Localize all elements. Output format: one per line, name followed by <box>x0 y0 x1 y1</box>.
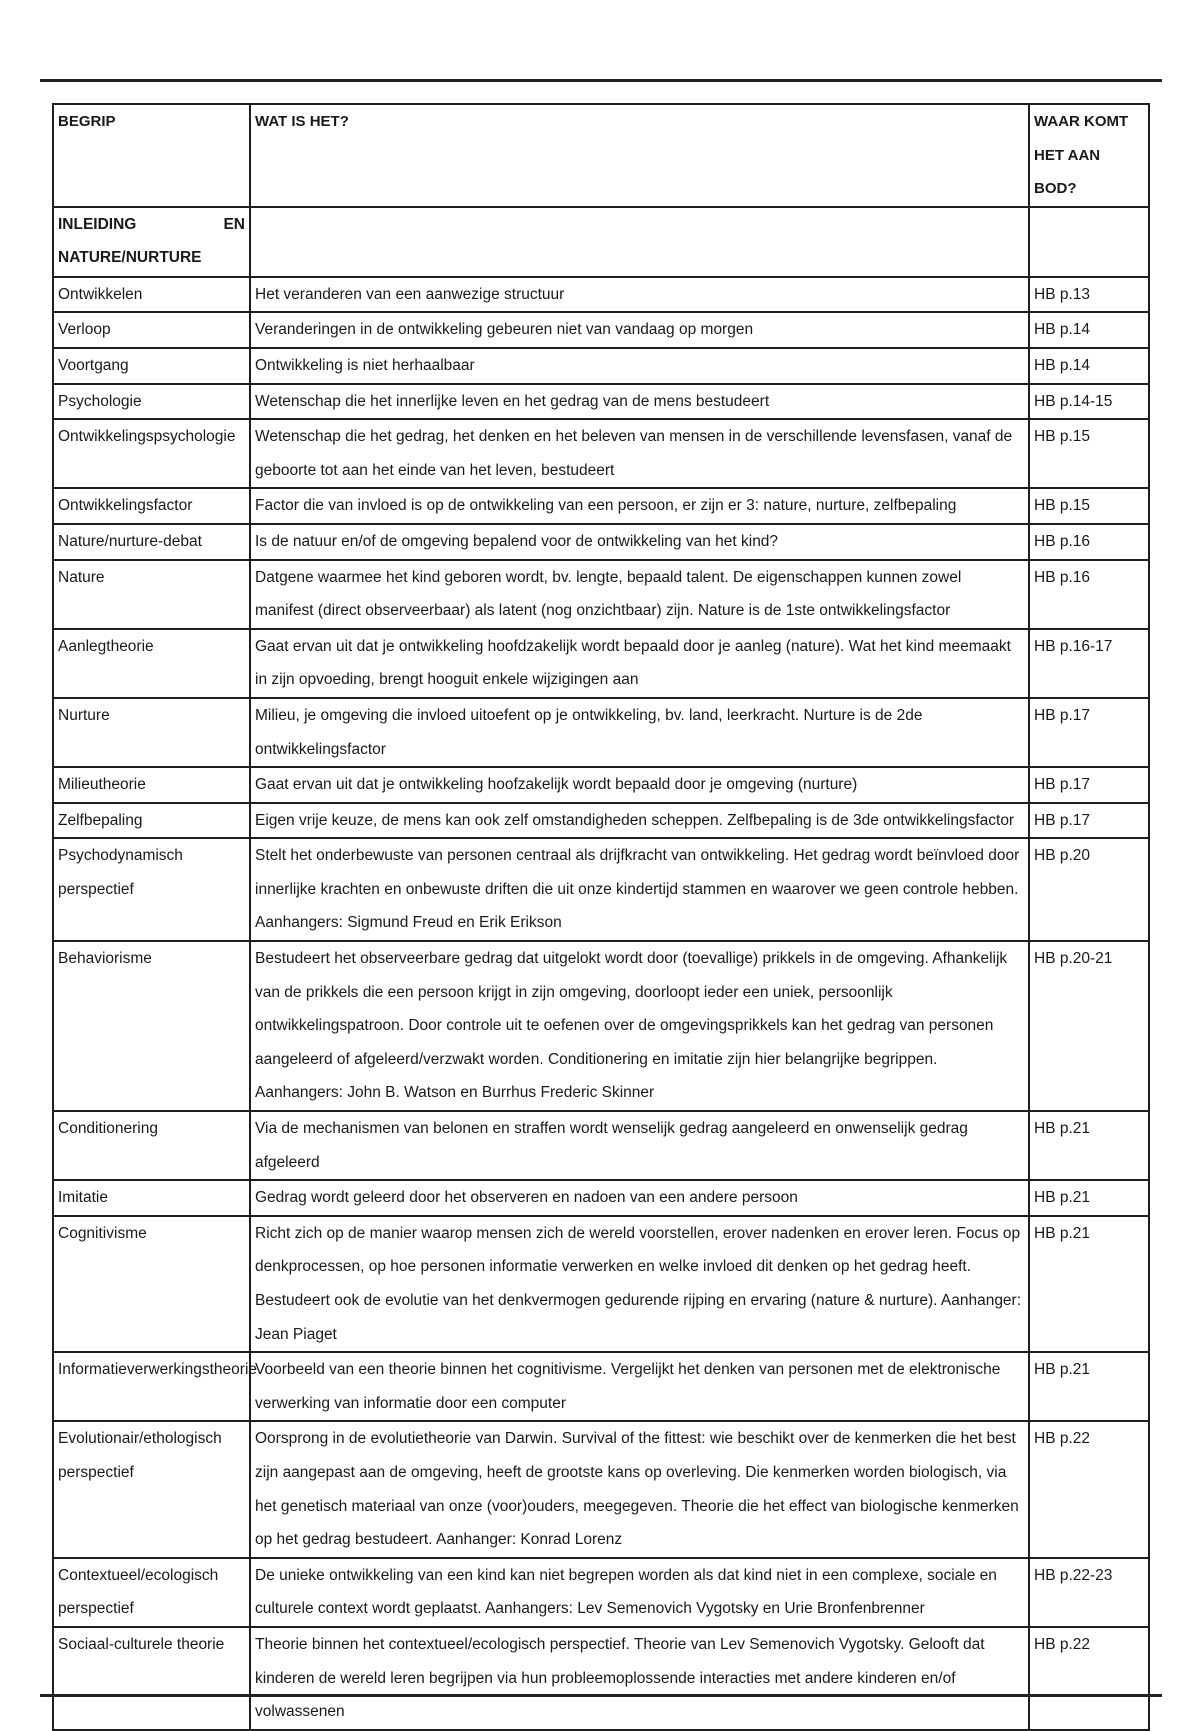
term-cell: Cognitivisme <box>53 1216 250 1352</box>
definition-cell: Oorsprong in de evolutietheorie van Darwin. Survival of the fittest: wie beschikt over de kenmerken die het best zijn aangepast aan de omgeving, heeft de grootste kans op overleving. Die kenmerken worden biologisch, via het genetisch materiaal van onze (voor)ouders, meegegeven. Theorie die het effect van biologische kenmerken op het gedrag bestudeert. Aanhanger: Konrad Lorenz <box>250 1421 1029 1557</box>
term-cell: Imitatie <box>53 1180 250 1216</box>
definition-cell: Veranderingen in de ontwikkeling gebeuren niet van vandaag op morgen <box>250 312 1029 348</box>
reference-cell: HB p.21 <box>1029 1180 1149 1216</box>
reference-cell: HB p.17 <box>1029 698 1149 767</box>
definition-cell: Milieu, je omgeving die invloed uitoefent op je ontwikkeling, bv. land, leerkracht. Nurture is de 2de ontwikkelingsfactor <box>250 698 1029 767</box>
reference-cell: HB p.16 <box>1029 560 1149 629</box>
definition-cell: Het veranderen van een aanwezige structuur <box>250 277 1029 313</box>
term-cell: Verloop <box>53 312 250 348</box>
header-definition: WAT IS HET? <box>250 104 1029 207</box>
definition-cell: Bestudeert het observeerbare gedrag dat uitgelokt wordt door (toevallige) prikkels in de omgeving. Afhankelijk van de prikkels die een persoon krijgt in zijn omgeving, doorloopt ieder een uniek, persoonlijk ontwikkelingspatroon. Door controle uit te oefenen over de omgevingsprikkels kan het gedrag van personen aangeleerd of afgeleerd/verzwakt worden. Conditionering en imitatie zijn hier belangrijke begrippen. Aanhangers: John B. Watson en Burrhus Frederic Skinner <box>250 941 1029 1111</box>
reference-cell: HB p.14 <box>1029 312 1149 348</box>
reference-cell: HB p.15 <box>1029 488 1149 524</box>
section-row <box>53 207 1149 277</box>
definition-cell: Via de mechanismen van belonen en straffen wordt wenselijk gedrag aangeleerd en onwenselijk gedrag afgeleerd <box>250 1111 1029 1180</box>
section-title <box>53 207 250 277</box>
section-empty-cell <box>250 207 1029 277</box>
header-term: BEGRIP <box>53 104 250 207</box>
table-row <box>53 1352 1149 1421</box>
reference-cell: HB p.22-23 <box>1029 1558 1149 1627</box>
table-row <box>53 312 1149 348</box>
definition-cell: Eigen vrije keuze, de mens kan ook zelf omstandigheden scheppen. Zelfbepaling is de 3de ontwikkelingsfactor <box>250 803 1029 839</box>
table-row <box>53 277 1149 313</box>
term-cell: Nurture <box>53 698 250 767</box>
definition-cell: Gedrag wordt geleerd door het observeren en nadoen van een andere persoon <box>250 1180 1029 1216</box>
definition-cell: Gaat ervan uit dat je ontwikkeling hoofdzakelijk wordt bepaald door je aanleg (nature). Wat het kind meemaakt in zijn opvoeding, brengt hooguit enkele wijzigingen aan <box>250 629 1029 698</box>
table-row <box>53 419 1149 488</box>
table-row <box>53 1558 1149 1627</box>
reference-cell: HB p.15 <box>1029 419 1149 488</box>
term-cell: Zelfbepaling <box>53 803 250 839</box>
reference-cell: HB p.14-15 <box>1029 384 1149 420</box>
reference-cell: HB p.13 <box>1029 277 1149 313</box>
reference-cell: HB p.17 <box>1029 803 1149 839</box>
term-cell: Informatieverwerkingstheorie <box>53 1352 250 1421</box>
definition-cell: Gaat ervan uit dat je ontwikkeling hoofzakelijk wordt bepaald door je omgeving (nurture) <box>250 767 1029 803</box>
definition-cell: De unieke ontwikkeling van een kind kan niet begrepen worden als dat kind niet in een complexe, sociale en culturele context wordt geplaatst. Aanhangers: Lev Semenovich Vygotsky en Urie Bronfenbrenner <box>250 1558 1029 1627</box>
reference-cell: HB p.21 <box>1029 1111 1149 1180</box>
reference-cell: HB p.16 <box>1029 524 1149 560</box>
reference-cell: HB p.16-17 <box>1029 629 1149 698</box>
section-title-part: NATURE/NURTURE <box>58 249 202 267</box>
table-row <box>53 560 1149 629</box>
table-row <box>53 838 1149 941</box>
table-row <box>53 698 1149 767</box>
term-cell: Aanlegtheorie <box>53 629 250 698</box>
definition-cell: Factor die van invloed is op de ontwikkeling van een persoon, er zijn er 3: nature, nurture, zelfbepaling <box>250 488 1029 524</box>
term-cell: Contextueel/ecologisch perspectief <box>53 1558 250 1627</box>
term-cell: Ontwikkelingspsychologie <box>53 419 250 488</box>
reference-cell: HB p.21 <box>1029 1216 1149 1352</box>
table-row <box>53 803 1149 839</box>
section-title-part: EN <box>223 215 245 233</box>
header-row <box>53 104 1149 207</box>
term-cell: Milieutheorie <box>53 767 250 803</box>
header-rule <box>40 79 1162 82</box>
term-cell: Sociaal-culturele theorie <box>53 1627 250 1730</box>
table-row <box>53 348 1149 384</box>
table-row <box>53 767 1149 803</box>
reference-cell: HB p.17 <box>1029 767 1149 803</box>
table-row <box>53 1627 1149 1730</box>
term-cell: Psychodynamisch perspectief <box>53 838 250 941</box>
table-row <box>53 1421 1149 1557</box>
table-row <box>53 384 1149 420</box>
term-cell: Psychologie <box>53 384 250 420</box>
definition-cell: Theorie binnen het contextueel/ecologisch perspectief. Theorie van Lev Semenovich Vygotsky. Gelooft dat kinderen de wereld leren begrijpen via hun probleemoplossende interacties met andere kinderen en/of volwassenen <box>250 1627 1029 1730</box>
table-row <box>53 1216 1149 1352</box>
table-row <box>53 629 1149 698</box>
definition-cell: Wetenschap die het innerlijke leven en het gedrag van de mens bestudeert <box>250 384 1029 420</box>
table-row <box>53 941 1149 1111</box>
table-row <box>53 488 1149 524</box>
term-cell: Nature <box>53 560 250 629</box>
reference-cell: HB p.14 <box>1029 348 1149 384</box>
definition-cell: Wetenschap die het gedrag, het denken en het beleven van mensen in de verschillende levensfasen, vanaf de geboorte tot aan het einde van het leven, bestudeert <box>250 419 1029 488</box>
term-cell: Voortgang <box>53 348 250 384</box>
glossary-table <box>52 103 1150 1731</box>
definition-cell: Is de natuur en/of de omgeving bepalend voor de ontwikkeling van het kind? <box>250 524 1029 560</box>
definition-cell: Ontwikkeling is niet herhaalbaar <box>250 348 1029 384</box>
term-cell: Behaviorisme <box>53 941 250 1111</box>
table-row <box>53 524 1149 560</box>
reference-cell: HB p.21 <box>1029 1352 1149 1421</box>
term-cell: Conditionering <box>53 1111 250 1180</box>
definition-cell: Datgene waarmee het kind geboren wordt, bv. lengte, bepaald talent. De eigenschappen kunnen zowel manifest (direct observeerbaar) als latent (nog onzichtbaar) zijn. Nature is de 1ste ontwikkelingsfactor <box>250 560 1029 629</box>
term-cell: Nature/nurture-debat <box>53 524 250 560</box>
reference-cell: HB p.22 <box>1029 1421 1149 1557</box>
term-cell: Evolutionair/ethologisch perspectief <box>53 1421 250 1557</box>
table-row <box>53 1111 1149 1180</box>
table-row <box>53 1180 1149 1216</box>
term-cell: Ontwikkelingsfactor <box>53 488 250 524</box>
section-title-part: INLEIDING <box>58 215 137 233</box>
reference-cell: HB p.22 <box>1029 1627 1149 1730</box>
term-cell: Ontwikkelen <box>53 277 250 313</box>
definition-cell: Stelt het onderbewuste van personen centraal als drijfkracht van ontwikkeling. Het gedrag wordt beïnvloed door innerlijke krachten en onbewuste driften die uit onze kindertijd stammen en waarover we geen controle hebben. Aanhangers: Sigmund Freud en Erik Erikson <box>250 838 1029 941</box>
definition-cell: Voorbeeld van een theorie binnen het cognitivisme. Vergelijkt het denken van personen met de elektronische verwerking van informatie door een computer <box>250 1352 1029 1421</box>
header-reference: WAAR KOMT HET AAN BOD? <box>1029 104 1149 207</box>
definition-cell: Richt zich op de manier waarop mensen zich de wereld voorstellen, erover nadenken en erover leren. Focus op denkprocessen, op hoe personen informatie verwerken en welke invloed dit denken op het gedrag heeft. Bestudeert ook de evolutie van het denkvermogen gedurende rijping en ervaring (nature & nurture). Aanhanger: Jean Piaget <box>250 1216 1029 1352</box>
reference-cell: HB p.20 <box>1029 838 1149 941</box>
section-empty-cell <box>1029 207 1149 277</box>
reference-cell: HB p.20-21 <box>1029 941 1149 1111</box>
footer-rule <box>40 1694 1162 1697</box>
